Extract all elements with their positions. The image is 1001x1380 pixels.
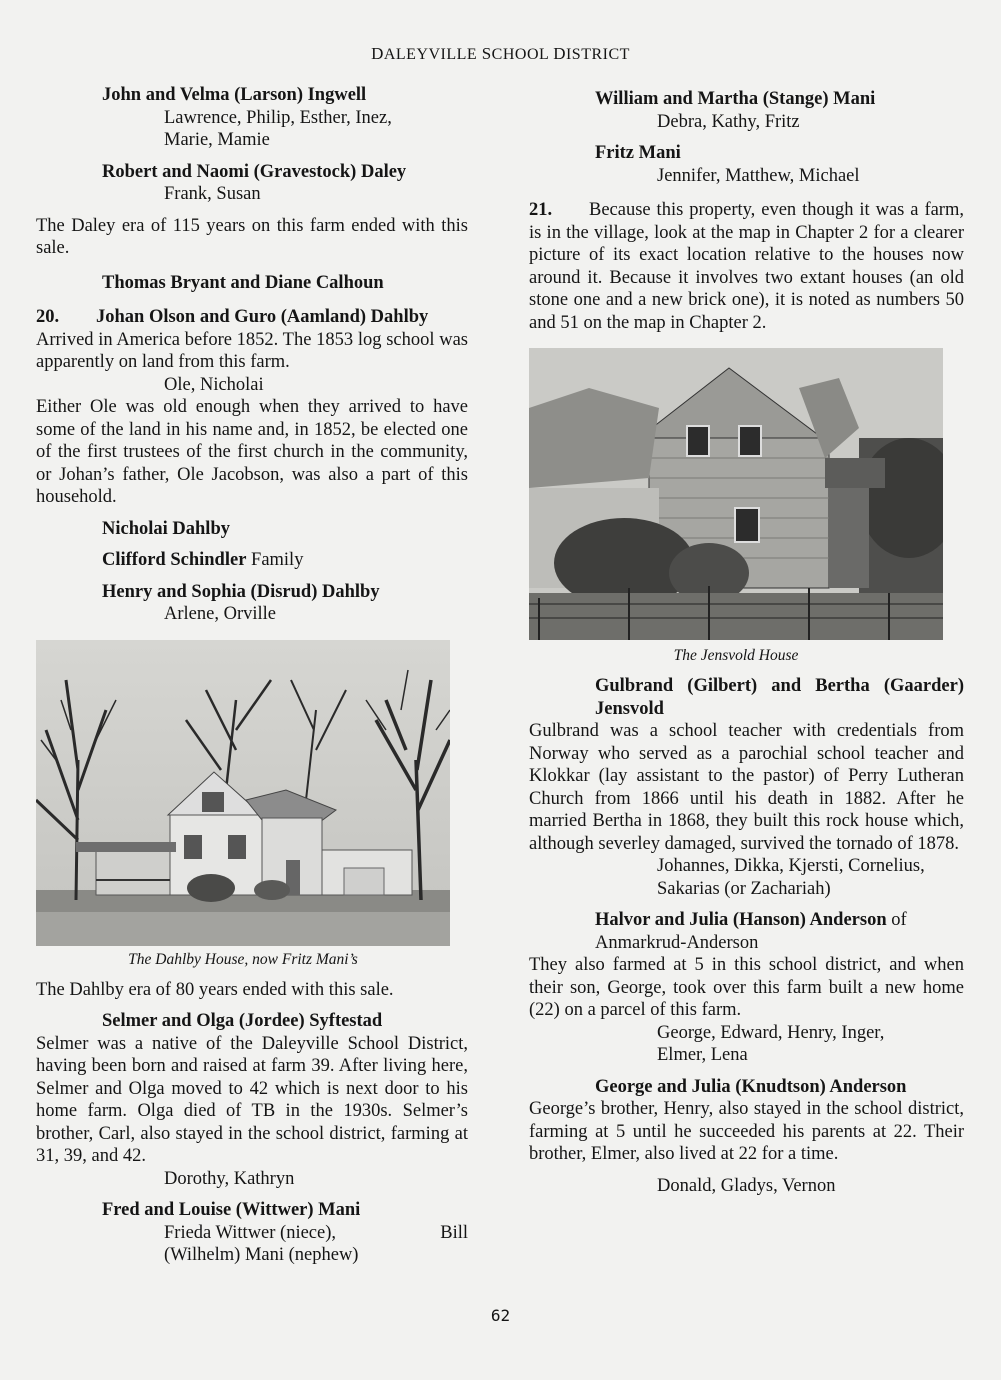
family-name: Henry and Sophia (Disrud) Dahlby [102, 581, 380, 602]
entry-paragraph: 21. Because this property, even though it was a farm, is in the village, look at the map in Chapter 2 for a clearer picture of its exact location relative to the houses now around it. Because it involves two extant houses (an old stone one and a new brick one), it is noted as numbers 50 and 51 on the map in Chapter 2. [529, 200, 964, 333]
family-name: Clifford Schindler Family [102, 550, 304, 570]
dahlby-house-photo [36, 640, 450, 946]
entry-heading [36, 306, 468, 329]
children-list: Arlene, Orville [164, 604, 276, 624]
family-name: Selmer and Olga (Jordee) Syftestad [102, 1011, 383, 1031]
paragraph: Gulbrand was a school teacher with credentials from Norway who served as a parochial school teacher and Klokkar (lay assistant to the pastor) of Perry Lutheran Church from 1866 until his death in 1882. After he married Bertha in 1868, they built this rock house which, although severley damaged, survived the tornado of 1878. [529, 721, 964, 854]
children-list: Dorothy, Kathryn [164, 1168, 295, 1189]
left-column [36, 84, 468, 1267]
children-list: Lawrence, Philip, Esther, Inez, [164, 107, 392, 128]
paragraph: They also farmed at 5 in this school district, and when their son, George, took over this farm built a new home (22) on a parcel of this farm. [529, 955, 964, 1020]
entry-number: 21. [529, 200, 553, 220]
family-name: Fred and Louise (Wittwer) Mani [102, 1200, 361, 1220]
family-name: Nicholai Dahlby [102, 518, 230, 539]
children-list: (Wilhelm) Mani (nephew) [164, 1245, 359, 1265]
house-photo-image [36, 640, 450, 946]
family-name: Johan Olson and Guro (Aamland) Dahlby [96, 307, 429, 327]
family-name: John and Velma (Larson) Ingwell [102, 85, 367, 105]
children-list: Ole, Nicholai [164, 374, 264, 395]
house-photo-image [529, 348, 943, 640]
children-list: Marie, Mamie [164, 130, 270, 150]
photo-caption: The Jensvold House [673, 647, 799, 664]
page-number: 62 [490, 1306, 511, 1325]
place-name: Anmarkrud-Anderson [595, 932, 759, 953]
jensvold-house-photo [529, 348, 943, 640]
entry-number: 20. [36, 307, 60, 327]
running-header: DALEYVILLE SCHOOL DISTRICT [371, 44, 630, 63]
children-list: Frieda Wittwer (niece), Bill [164, 1222, 468, 1243]
children-list: Donald, Gladys, Vernon [657, 1175, 836, 1196]
paragraph: Either Ole was old enough when they arrived to have some of the land in his name and, in 1852, be elected one of the first trustees of the first church in the community, or Johan’s father, Ole Jacobson, was also a part of this household. [36, 397, 468, 507]
family-name: Gulbrand (Gilbert) and Bertha (Gaarder) Jensvold [595, 676, 964, 719]
paragraph: Arrived in America before 1852. The 1853 log school was apparently on land from this farm. [36, 329, 468, 372]
paragraph: The Dahlby era of 80 years ended with this sale. [36, 979, 394, 1000]
paragraph: Selmer was a native of the Daleyville School District, having been born and raised at farm 39. After living here, Selmer and Olga moved to 42 which is next door to his home farm. Olga died of TB in the 1930s. Selmer’s brother, Carl, also stayed in the school district, farming at 31, 39, and 42. [36, 1033, 468, 1166]
photo-caption: The Dahlby House, now Fritz Mani’s [128, 950, 358, 968]
paragraph: The Daley era of 115 years on this farm ended with this sale. [36, 215, 468, 258]
family-name: Robert and Naomi (Gravestock) Daley [102, 161, 407, 182]
family-name: Halvor and Julia (Hanson) Anderson of [595, 910, 907, 930]
family-name: Thomas Bryant and Diane Calhoun [102, 272, 384, 293]
children-list: Sakarias (or Zachariah) [657, 878, 831, 899]
children-list: Jennifer, Matthew, Michael [657, 165, 860, 186]
paragraph: George’s brother, Henry, also stayed in the school district, farming at 5 until he succeeded his parents at 22. Their brother, Elmer, also lived at 22 for a time. [529, 1099, 964, 1164]
right-column [529, 88, 964, 1197]
children-list: Frank, Susan [164, 184, 261, 204]
children-list: Johannes, Dikka, Kjersti, Cornelius, [657, 856, 925, 876]
children-list: George, Edward, Henry, Inger, [657, 1022, 885, 1043]
family-name: William and Martha (Stange) Mani [595, 89, 876, 109]
children-list: Elmer, Lena [657, 1045, 748, 1065]
family-name: George and Julia (Knudtson) Anderson [595, 1076, 907, 1097]
family-name: Fritz Mani [595, 143, 681, 163]
children-list: Debra, Kathy, Fritz [657, 111, 800, 132]
